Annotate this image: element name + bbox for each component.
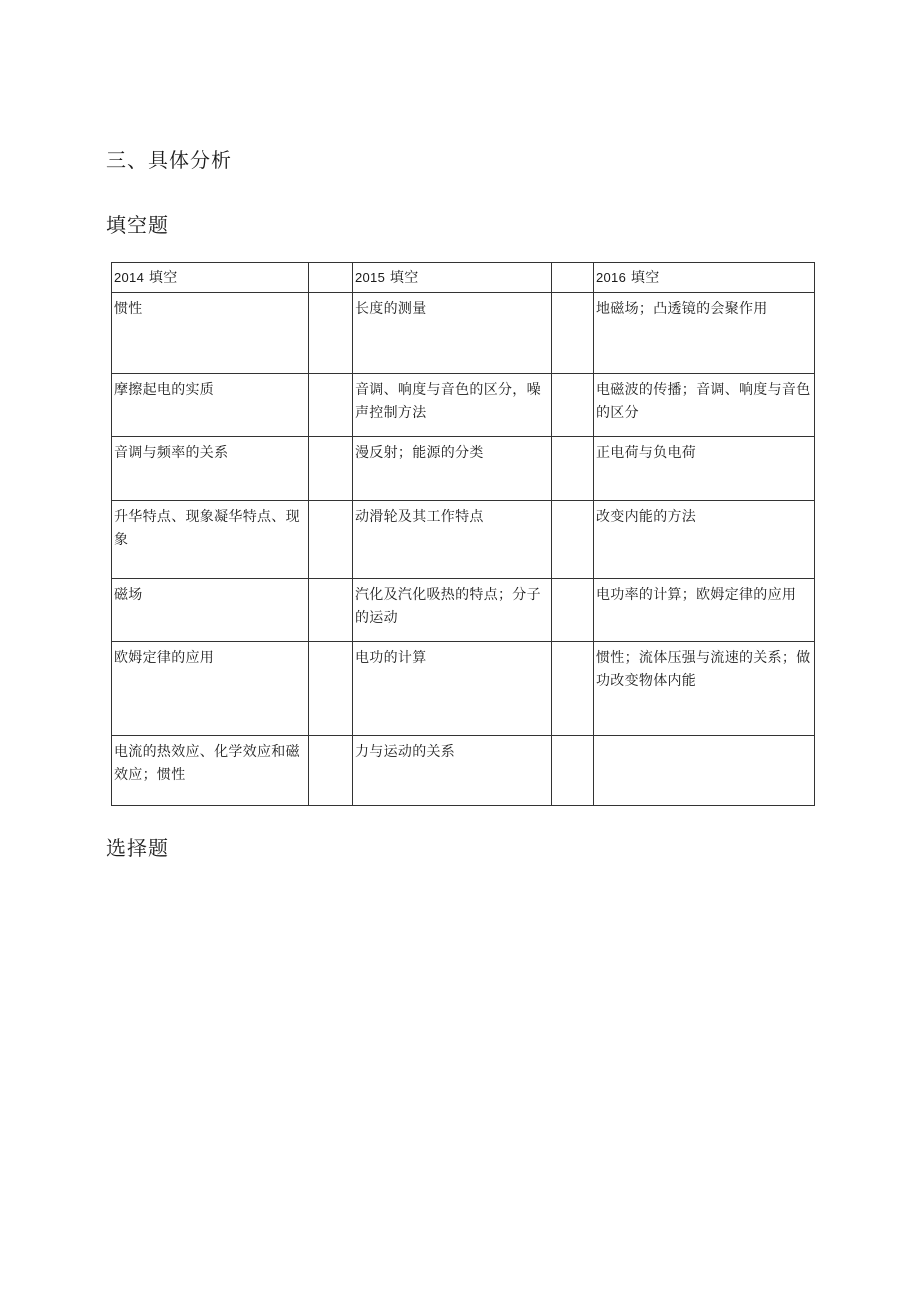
cell-2016: 电磁波的传播；音调、响度与音色的区分 — [594, 374, 815, 437]
spacer-cell — [552, 293, 594, 374]
header-2014 — [112, 263, 309, 293]
spacer-cell — [309, 579, 353, 642]
cell-2014: 磁场 — [112, 579, 309, 642]
spacer-cell — [552, 642, 594, 736]
spacer-cell — [309, 736, 353, 806]
spacer-cell — [309, 293, 353, 374]
fill-in-blank-title: 填空题 — [106, 213, 169, 237]
header-year: 2016 — [596, 270, 627, 285]
table-row — [112, 579, 815, 642]
spacer-cell — [309, 642, 353, 736]
cell-2016: 地磁场；凸透镜的会聚作用 — [594, 293, 815, 374]
spacer-cell — [552, 579, 594, 642]
spacer-cell — [552, 263, 594, 293]
header-label: 填空 — [148, 270, 178, 286]
table-row — [112, 437, 815, 501]
cell-2015: 漫反射；能源的分类 — [353, 437, 552, 501]
cell-2016: 正电荷与负电荷 — [594, 437, 815, 501]
cell-2015: 音调、响度与音色的区分，噪声控制方法 — [353, 374, 552, 437]
cell-2015: 汽化及汽化吸热的特点；分子的运动 — [353, 579, 552, 642]
multiple-choice-title: 选择题 — [106, 836, 169, 860]
table-row — [112, 642, 815, 736]
cell-2014: 欧姆定律的应用 — [112, 642, 309, 736]
cell-2015: 力与运动的关系 — [353, 736, 552, 806]
spacer-cell — [552, 437, 594, 501]
table-row — [112, 501, 815, 579]
cell-2015: 电功的计算 — [353, 642, 552, 736]
spacer-cell — [552, 501, 594, 579]
header-2015 — [353, 263, 552, 293]
cell-2014: 音调与频率的关系 — [112, 437, 309, 501]
cell-2016: 电功率的计算；欧姆定律的应用 — [594, 579, 815, 642]
table-row — [112, 374, 815, 437]
spacer-cell — [309, 501, 353, 579]
cell-2016: 改变内能的方法 — [594, 501, 815, 579]
cell-2014: 电流的热效应、化学效应和磁效应；惯性 — [112, 736, 309, 806]
spacer-cell — [552, 374, 594, 437]
cell-2015: 长度的测量 — [353, 293, 552, 374]
cell-2014: 升华特点、现象凝华特点、现象 — [112, 501, 309, 579]
header-year: 2014 — [114, 270, 145, 285]
topic-table — [111, 262, 815, 806]
spacer-cell — [309, 437, 353, 501]
table-header-row — [112, 263, 815, 293]
section-title: 三、具体分析 — [106, 148, 232, 172]
cell-2014: 摩擦起电的实质 — [112, 374, 309, 437]
cell-2014: 惯性 — [112, 293, 309, 374]
spacer-cell — [309, 263, 353, 293]
table-row — [112, 293, 815, 374]
header-year: 2015 — [355, 270, 386, 285]
header-2016 — [594, 263, 815, 293]
spacer-cell — [309, 374, 353, 437]
cell-2016 — [594, 736, 815, 806]
cell-2015: 动滑轮及其工作特点 — [353, 501, 552, 579]
table-row — [112, 736, 815, 806]
header-label: 填空 — [630, 270, 660, 286]
header-label: 填空 — [389, 270, 419, 286]
cell-2016: 惯性；流体压强与流速的关系；做功改变物体内能 — [594, 642, 815, 736]
spacer-cell — [552, 736, 594, 806]
